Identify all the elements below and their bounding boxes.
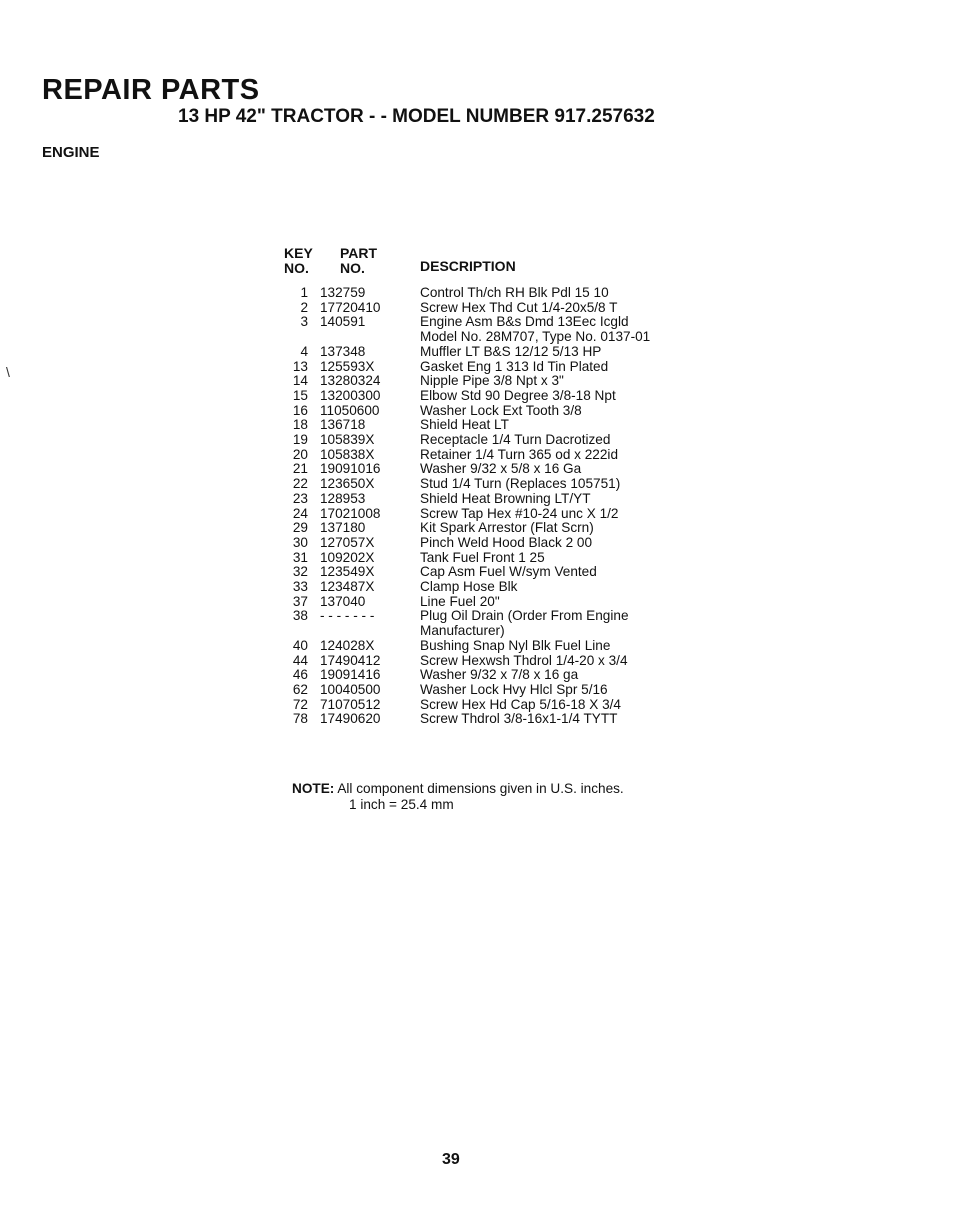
key-number: 30 — [292, 534, 308, 550]
page-title: REPAIR PARTS — [42, 74, 260, 106]
part-number: 140591 — [320, 314, 366, 330]
part-number: 137040 — [320, 593, 366, 609]
key-number: 2 — [300, 299, 308, 315]
key-number: 31 — [292, 549, 308, 565]
key-number: 78 — [292, 711, 308, 727]
key-number: 14 — [292, 373, 308, 389]
part-description: Clamp Hose Blk — [420, 579, 518, 595]
key-number: 16 — [292, 402, 308, 418]
key-number: 15 — [292, 387, 308, 403]
table-row — [284, 418, 704, 433]
part-number: 17490620 — [320, 711, 381, 727]
key-number: 32 — [292, 564, 308, 580]
stray-mark: \ — [6, 364, 10, 380]
part-number: 17720410 — [320, 299, 381, 315]
part-number: 137348 — [320, 343, 366, 359]
part-number: 105838X — [320, 446, 375, 462]
key-number: 20 — [292, 446, 308, 462]
part-number: 123650X — [320, 476, 375, 492]
header-part: PART — [340, 245, 378, 261]
part-description: Bushing Snap Nyl Blk Fuel Line — [420, 637, 611, 653]
parts-table-header — [284, 246, 704, 276]
part-number: 71070512 — [320, 696, 381, 712]
key-number: 40 — [292, 637, 308, 653]
table-row — [284, 609, 704, 638]
table-row — [284, 433, 704, 448]
table-row — [284, 315, 704, 344]
part-description: Kit Spark Arrestor (Flat Scrn) — [420, 520, 594, 536]
note-label: NOTE: — [292, 781, 335, 796]
part-number: 109202X — [320, 549, 375, 565]
part-number: 123487X — [320, 579, 375, 595]
part-number: 17021008 — [320, 505, 381, 521]
part-description: Retainer 1/4 Turn 365 od x 222id — [420, 446, 618, 462]
key-number: 37 — [292, 593, 308, 609]
table-row — [284, 595, 704, 610]
note — [292, 781, 624, 813]
parts-table-body — [284, 286, 704, 727]
table-row — [284, 374, 704, 389]
part-description: Washer Lock Ext Tooth 3/8 — [420, 402, 582, 418]
table-row — [284, 698, 704, 713]
note-text: All component dimensions given in U.S. inches. — [337, 781, 624, 796]
table-row — [284, 286, 704, 301]
part-number: 105839X — [320, 432, 375, 448]
part-description: Screw Hex Hd Cap 5/16-18 X 3/4 — [420, 696, 621, 712]
key-number: 13 — [292, 358, 308, 374]
part-description: Nipple Pipe 3/8 Npt x 3" — [420, 373, 564, 389]
part-description: Receptacle 1/4 Turn Dacrotized — [420, 432, 611, 448]
part-number: - - - - - - - — [320, 608, 375, 624]
part-description: Gasket Eng 1 313 Id Tin Plated — [420, 358, 609, 374]
part-number: 13280324 — [320, 373, 381, 389]
table-row — [284, 389, 704, 404]
part-number: 132759 — [320, 285, 366, 300]
part-number: 19091016 — [320, 461, 381, 477]
table-row — [284, 448, 704, 463]
key-number: 38 — [292, 608, 308, 624]
section-heading: ENGINE — [42, 144, 100, 161]
part-number: 19091416 — [320, 667, 381, 683]
page-number: 39 — [442, 1151, 460, 1168]
header-key-no: NO. — [284, 260, 309, 276]
part-description: Stud 1/4 Turn (Replaces 105751) — [420, 476, 621, 492]
note-conversion: 1 inch = 25.4 mm — [349, 797, 454, 812]
part-number: 123549X — [320, 564, 375, 580]
part-description: Screw Hex Thd Cut 1/4-20x5/8 T — [420, 299, 618, 315]
part-description: Tank Fuel Front 1 25 — [420, 549, 545, 565]
part-number: 11050600 — [320, 402, 380, 418]
key-number: 21 — [292, 461, 308, 477]
part-number: 125593X — [320, 358, 375, 374]
part-number: 17490412 — [320, 652, 381, 668]
table-row — [284, 565, 704, 580]
part-description: Screw Thdrol 3/8-16x1-1/4 TYTT — [420, 711, 618, 727]
table-row — [284, 492, 704, 507]
part-description: Line Fuel 20" — [420, 593, 500, 609]
part-description: Plug Oil Drain (Order From Engine Manufacturer) — [420, 608, 629, 639]
key-number: 29 — [292, 520, 308, 536]
part-number: 127057X — [320, 534, 375, 550]
part-number: 136718 — [320, 417, 366, 433]
part-number: 13200300 — [320, 387, 381, 403]
key-number: 19 — [292, 432, 308, 448]
table-row — [284, 639, 704, 654]
key-number: 62 — [292, 681, 308, 697]
header-key: KEY — [284, 245, 313, 261]
part-description: Elbow Std 90 Degree 3/8-18 Npt — [420, 387, 616, 403]
key-number: 3 — [300, 314, 308, 330]
table-row — [284, 551, 704, 566]
part-description: Washer Lock Hvy Hlcl Spr 5/16 — [420, 681, 608, 697]
header-description: DESCRIPTION — [420, 258, 516, 274]
part-description: Screw Hexwsh Thdrol 1/4-20 x 3/4 — [420, 652, 628, 668]
part-description: Shield Heat Browning LT/YT — [420, 490, 591, 506]
part-description: Engine Asm B&s Dmd 13Eec Icgld Model No. 28M707, Type No. 0137-01 — [420, 314, 651, 345]
table-row — [284, 683, 704, 698]
key-number: 23 — [292, 490, 308, 506]
part-description: Washer 9/32 x 5/8 x 16 Ga — [420, 461, 582, 477]
table-row — [284, 654, 704, 669]
table-row — [284, 536, 704, 551]
header-part-no: NO. — [340, 260, 365, 276]
part-description: Shield Heat LT — [420, 417, 509, 433]
part-description: Muffler LT B&S 12/12 5/13 HP — [420, 343, 602, 359]
part-description: Cap Asm Fuel W/sym Vented — [420, 564, 597, 580]
part-number: 137180 — [320, 520, 366, 536]
table-row — [284, 462, 704, 477]
part-description: Washer 9/32 x 7/8 x 16 ga — [420, 667, 579, 683]
key-number: 24 — [292, 505, 308, 521]
key-number: 18 — [292, 417, 308, 433]
key-number: 4 — [300, 343, 308, 359]
table-row — [284, 668, 704, 683]
key-number: 33 — [292, 579, 308, 595]
table-row — [284, 301, 704, 316]
table-row — [284, 404, 704, 419]
part-number: 10040500 — [320, 681, 381, 697]
key-number: 22 — [292, 476, 308, 492]
key-number: 72 — [292, 696, 308, 712]
table-row — [284, 345, 704, 360]
part-number: 124028X — [320, 637, 375, 653]
table-row — [284, 580, 704, 595]
key-number: 1 — [300, 285, 308, 300]
table-row — [284, 712, 704, 727]
table-row — [284, 360, 704, 375]
table-row — [284, 521, 704, 536]
part-description: Pinch Weld Hood Black 2 00 — [420, 534, 593, 550]
part-description: Control Th/ch RH Blk Pdl 15 10 — [420, 285, 609, 300]
table-row — [284, 507, 704, 522]
key-number: 44 — [292, 652, 308, 668]
page-subtitle: 13 HP 42" TRACTOR - - MODEL NUMBER 917.257632 — [178, 106, 655, 127]
part-description: Screw Tap Hex #10-24 unc X 1/2 — [420, 505, 619, 521]
parts-table — [284, 246, 704, 727]
key-number: 46 — [292, 667, 308, 683]
table-row — [284, 477, 704, 492]
part-number: 128953 — [320, 490, 366, 506]
